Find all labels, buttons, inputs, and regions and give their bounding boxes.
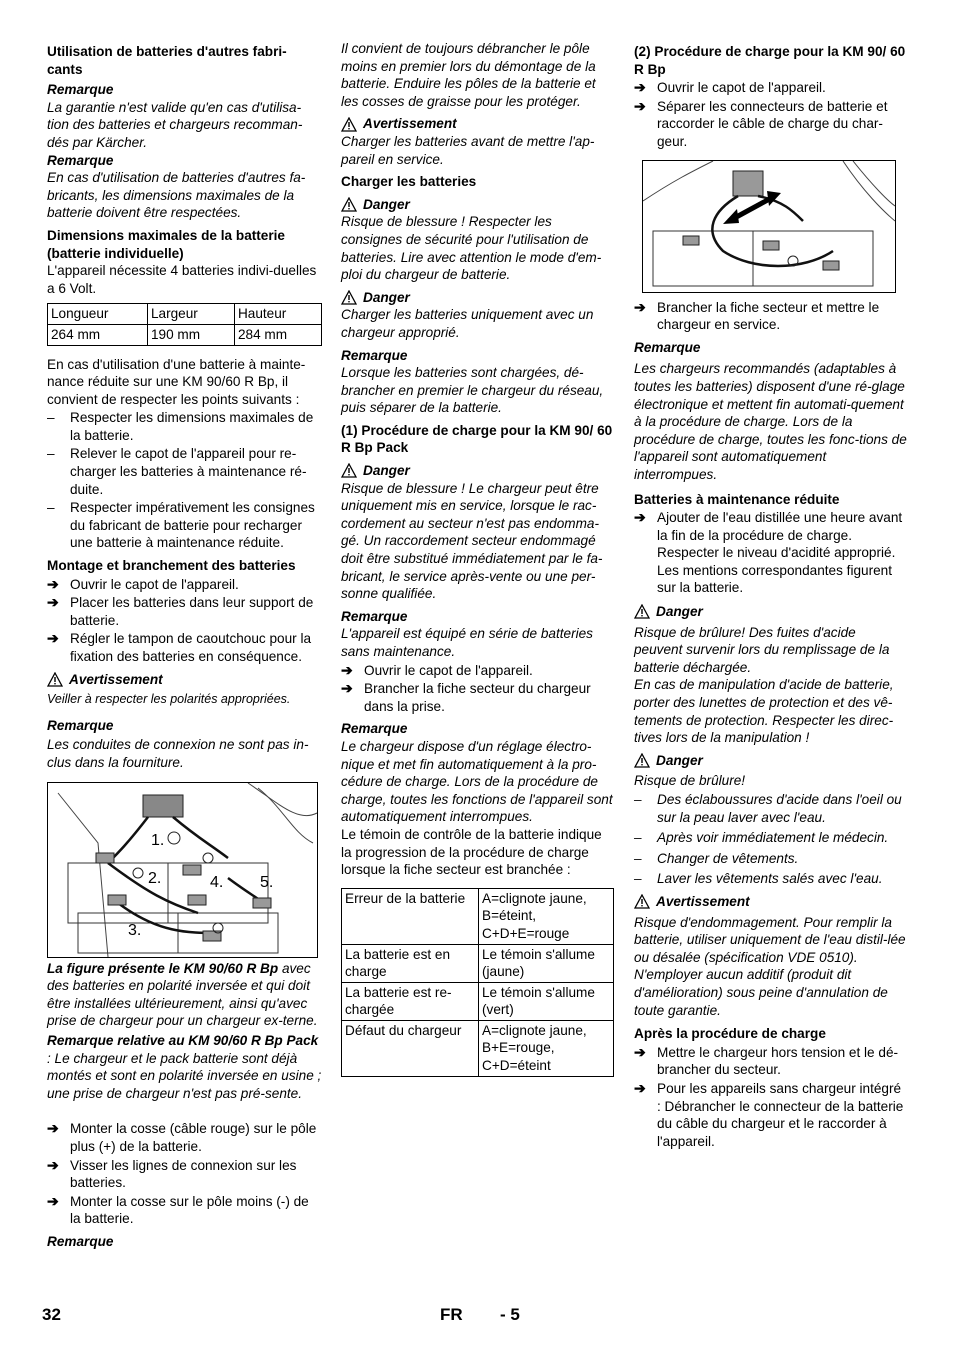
disconnect-order-text: Lorsque les batteries sont chargées, dé-brancher en premier le chargeur du réseau, puis séparer de la batterie. <box>341 365 604 416</box>
table-header: Hauteur <box>234 304 321 325</box>
arrow-icon: ➔ <box>634 1043 646 1060</box>
damage-risk-text: Risque d'endommagement. Pour remplir la batterie, utiliser uniquement de l'eau distil-lée ou désalée (spécification VDE 0510). N'employer aucun additif (produit dit d'amélioration) sous peine d'annulation de toute garantie. <box>634 914 906 1018</box>
list-item: – Respecter impérativement les consignes du fabricant de batterie pour recharger une batterie à maintenance réduite. <box>47 500 315 551</box>
pack-note: Remarque relative au KM 90/60 R Bp Pack : Le chargeur et le pack batterie sont déjà montés et sont en polarité inversée en usine ; une prise de chargeur n'est pas pré-sente. <box>47 1032 322 1101</box>
heading-other-manufacturers: Utilisation de batteries d'autres fabri-cants <box>47 44 287 77</box>
arrow-icon: ➔ <box>341 680 353 697</box>
arrow-icon: ➔ <box>47 1156 59 1173</box>
warning-title: Avertissement <box>47 671 322 689</box>
step-item: ➔ Visser les lignes de connexion sur les batteries. <box>47 1156 297 1191</box>
battery-wiring-figure <box>47 782 318 958</box>
heading-max-dimensions: Dimensions maximales de la batterie (batterie individuelle) <box>47 227 285 261</box>
table-cell: La batterie est en charge <box>342 944 479 982</box>
table-cell: 264 mm <box>48 324 148 345</box>
burn-risk-short: Risque de brûlure! <box>634 773 746 789</box>
warning-triangle-icon <box>634 604 650 619</box>
warning-triangle-icon <box>341 197 357 212</box>
remarque-label: Remarque <box>341 721 408 737</box>
arrow-icon: ➔ <box>47 630 59 647</box>
remarque-label: Remarque <box>341 347 408 363</box>
danger-title: Danger <box>341 196 614 214</box>
other-manufacturers-note: En cas d'utilisation de batteries d'autres fa-bricants, les dimensions maximales de la batterie doivent être respectées. <box>47 170 306 221</box>
remarque-label: Remarque <box>47 152 114 168</box>
page-number: 32 <box>42 1305 61 1324</box>
arrow-icon: ➔ <box>47 1192 59 1209</box>
acid-handling-text: En cas de manipulation d'acide de batterie, porter des lunettes de protection et des vê-tements de protection. Respecter les direc-tives lors de la manipulation ! <box>634 677 894 746</box>
batteries-required-text: L'appareil nécessite 4 batteries indivi-duelles a 6 Volt. <box>47 263 317 296</box>
charge-before-use: Charger les batteries avant de mettre l'ap-pareil en service. <box>341 133 595 167</box>
column-3 <box>634 40 907 1150</box>
list-item: – Après voir immédiatement le médecin. <box>634 830 889 846</box>
heading-procedure-1: (1) Procédure de charge pour la KM 90/ 60 R Bp Pack <box>341 422 613 456</box>
mains-connection-risk: Risque de blessure ! Le chargeur peut être uniquement mis en service, lorsque le rac-cordement au secteur n'est pas endomma-gé. Un raccordement secteur endommagé doit être substitué immédiatement par le fa-bricant, le service après-vente ou une per-sonne qualifiée. <box>341 480 603 602</box>
figure-label-3: 3. <box>128 921 142 939</box>
table-cell: La batterie est re-chargée <box>342 982 479 1020</box>
arrow-icon: ➔ <box>634 298 646 315</box>
step-item: ➔ Monter la cosse sur le pôle moins (-) de la batterie. <box>47 1192 309 1227</box>
table-row <box>342 888 614 944</box>
table-cell: A=clignote jaune, B=éteint, C+D+E=rouge <box>479 888 614 944</box>
step-item: ➔ Ouvrir le capot de l'appareil. <box>634 79 826 96</box>
warranty-note: La garantie n'est valide qu'en cas d'utilisa-tion des batteries et chargeurs recomman-dés par Kärcher. <box>47 99 303 150</box>
table-cell: Défaut du chargeur <box>342 1020 479 1076</box>
step-item: ➔ Séparer les connecteurs de batterie et raccorder le câble de charge du char-geur. <box>634 97 888 149</box>
maintenance-battery-text: En cas d'utilisation d'une batterie à mainte-nance réduite sur une KM 90/60 R Bp, il convient de respecter les points suivants : <box>47 356 306 407</box>
arrow-icon: ➔ <box>634 97 646 114</box>
warning-triangle-icon <box>341 117 357 132</box>
figure-caption: La figure présente le KM 90/60 R Bp avec des batteries en polarité inversée et qui doit être installées ultérieurement, ainsi qu'avec prise de chargeur pour un chargeur ex-terne. <box>47 960 318 1029</box>
table-header: Longueur <box>48 304 148 325</box>
indicator-text: Le témoin de contrôle de la batterie indique la progression de la procédure de charge lorsque la fiche secteur est branchée : <box>341 826 602 878</box>
page-footer <box>40 1306 920 1330</box>
list-item: – Laver les vêtements salés avec l'eau. <box>634 871 883 887</box>
language-code: FR <box>440 1305 463 1324</box>
status-table <box>341 888 614 1077</box>
step-item: ➔ Brancher la fiche secteur et mettre le chargeur en service. <box>634 298 880 333</box>
step-item: ➔ Pour les appareils sans chargeur intégré : Débrancher le connecteur de la batterie du câble du chargeur et le raccorder à l'appareil. <box>634 1079 904 1149</box>
polarity-warning: Veiller à respecter les polarités appropriées. <box>47 692 291 707</box>
arrow-icon: ➔ <box>634 79 646 96</box>
step-item: ➔ Placer les batteries dans leur support de batterie. <box>47 594 314 628</box>
remarque-label: Remarque <box>47 82 114 98</box>
maintenance-free-text: L'appareil est équipé en série de batteries sans maintenance. <box>341 626 593 659</box>
step-item: ➔ Brancher la fiche secteur du chargeur dans la prise. <box>341 680 591 714</box>
battery-wiring-illustration <box>48 783 317 957</box>
arrow-icon: ➔ <box>47 1120 59 1137</box>
dimensions-table <box>47 303 322 345</box>
arrow-icon: ➔ <box>47 594 59 611</box>
warning-triangle-icon <box>634 753 650 768</box>
step-item: ➔ Ouvrir le capot de l'appareil. <box>341 661 533 678</box>
heading-procedure-2: (2) Procédure de charge pour la KM 90/ 60 R Bp <box>634 44 906 77</box>
table-cell: Le témoin s'allume (vert) <box>479 982 614 1020</box>
figure-label-4: 4. <box>210 873 224 891</box>
list-item: – Respecter les dimensions maximales de la batterie. <box>47 410 314 443</box>
heading-after-charge: Après la procédure de charge <box>634 1026 826 1042</box>
warning-triangle-icon <box>341 290 357 305</box>
step-item: ➔ Monter la cosse (câble rouge) sur le pôle plus (+) de la batterie. <box>47 1120 317 1154</box>
table-row <box>342 982 614 1020</box>
table-header: Largeur <box>147 304 234 325</box>
step-item: ➔ Régler le tampon de caoutchouc pour la fixation des batteries en conséquence. <box>47 630 312 664</box>
electronic-control-text: Le chargeur dispose d'un réglage électro-nique et met fin automatiquement à la pro-cédure de charge. Lors de la procédure de charge, toutes les fonctions de l'appareil sont automatiquement interrompues. <box>341 738 613 825</box>
remarque-label: Remarque <box>341 608 408 624</box>
step-item: ➔ Mettre le chargeur hors tension et le dé-brancher du secteur. <box>634 1043 899 1078</box>
danger-title: Danger <box>634 752 907 770</box>
column-2 <box>341 40 614 1077</box>
list-item: – Changer de vêtements. <box>634 850 799 866</box>
heading-low-maintenance: Batteries à maintenance réduite <box>634 491 840 507</box>
disconnect-note: Il convient de toujours débrancher le pôle moins en premier lors du démontage de la batterie. Enduire les pôles de la batterie et les cosses de graisse pour les protéger. <box>341 41 596 109</box>
injury-risk-text: Risque de blessure ! Respecter les consignes de sécurité pour l'utilisation de batteries. Lire avec attention le mode d'em-ploi du chargeur de batterie. <box>341 214 602 283</box>
warning-triangle-icon <box>47 672 63 687</box>
recommended-chargers-text: Les chargeurs recommandés (adaptables à toutes les batteries) disposent d'une ré-glage électronique et mettent fin automati-quement à la procédure de charge. Lors de la procédure de charge, toutes les fonc-tions de l'appareil sont automatiquement interrompues. <box>634 361 907 482</box>
charger-connection-illustration <box>643 161 895 292</box>
remarque-label: Remarque <box>47 1233 114 1249</box>
table-row <box>342 1020 614 1076</box>
danger-title: Danger <box>634 603 907 621</box>
column-1 <box>47 40 322 1250</box>
sub-page-number: - 5 <box>500 1305 520 1324</box>
table-cell: 284 mm <box>234 324 321 345</box>
remarque-label: Remarque <box>47 717 114 733</box>
warning-title: Avertissement <box>341 115 614 133</box>
danger-title: Danger <box>341 289 614 307</box>
arrow-icon: ➔ <box>634 1079 646 1096</box>
table-cell: Erreur de la batterie <box>342 888 479 944</box>
figure-label-5: 5. <box>260 873 274 891</box>
danger-title: Danger <box>341 462 614 480</box>
table-cell: 190 mm <box>147 324 234 345</box>
arrow-icon: ➔ <box>634 509 646 526</box>
step-item: ➔ Ajouter de l'eau distillée une heure avant la fin de la procédure de charge. Respecter le niveau d'acidité approprié. Les mentions correspondantes figurent sur la batterie. <box>634 509 903 596</box>
charger-connection-figure <box>642 160 896 293</box>
figure-label-1: 1. <box>151 831 165 849</box>
arrow-icon: ➔ <box>47 575 59 592</box>
list-item: – Relever le capot de l'appareil pour re-charger les batteries à maintenance ré-duite. <box>47 446 307 497</box>
arrow-icon: ➔ <box>341 661 353 678</box>
remarque-label: Remarque <box>634 339 701 355</box>
table-cell: Le témoin s'allume (jaune) <box>479 944 614 982</box>
warning-triangle-icon <box>634 894 650 909</box>
list-item: – Des éclaboussures d'acide dans l'oeil ou sur la peau laver avec l'eau. <box>634 792 902 825</box>
cables-note: Les conduites de connexion ne sont pas in-clus dans la fourniture. <box>47 737 309 770</box>
figure-label-2: 2. <box>148 869 162 887</box>
warning-title: Avertissement <box>634 893 907 911</box>
heading-mounting: Montage et branchement des batteries <box>47 558 296 574</box>
table-row <box>342 944 614 982</box>
warning-triangle-icon <box>341 463 357 478</box>
appropriate-charger-text: Charger les batteries uniquement avec un chargeur approprié. <box>341 307 594 340</box>
step-item: ➔ Ouvrir le capot de l'appareil. <box>47 575 239 592</box>
table-cell: A=clignote jaune, B+E=rouge, C+D=éteint <box>479 1020 614 1076</box>
burn-risk-text: Risque de brûlure! Des fuites d'acide peuvent survenir lors du remplissage de la batterie déchargée. <box>634 624 890 675</box>
heading-charge-batteries: Charger les batteries <box>341 174 477 190</box>
